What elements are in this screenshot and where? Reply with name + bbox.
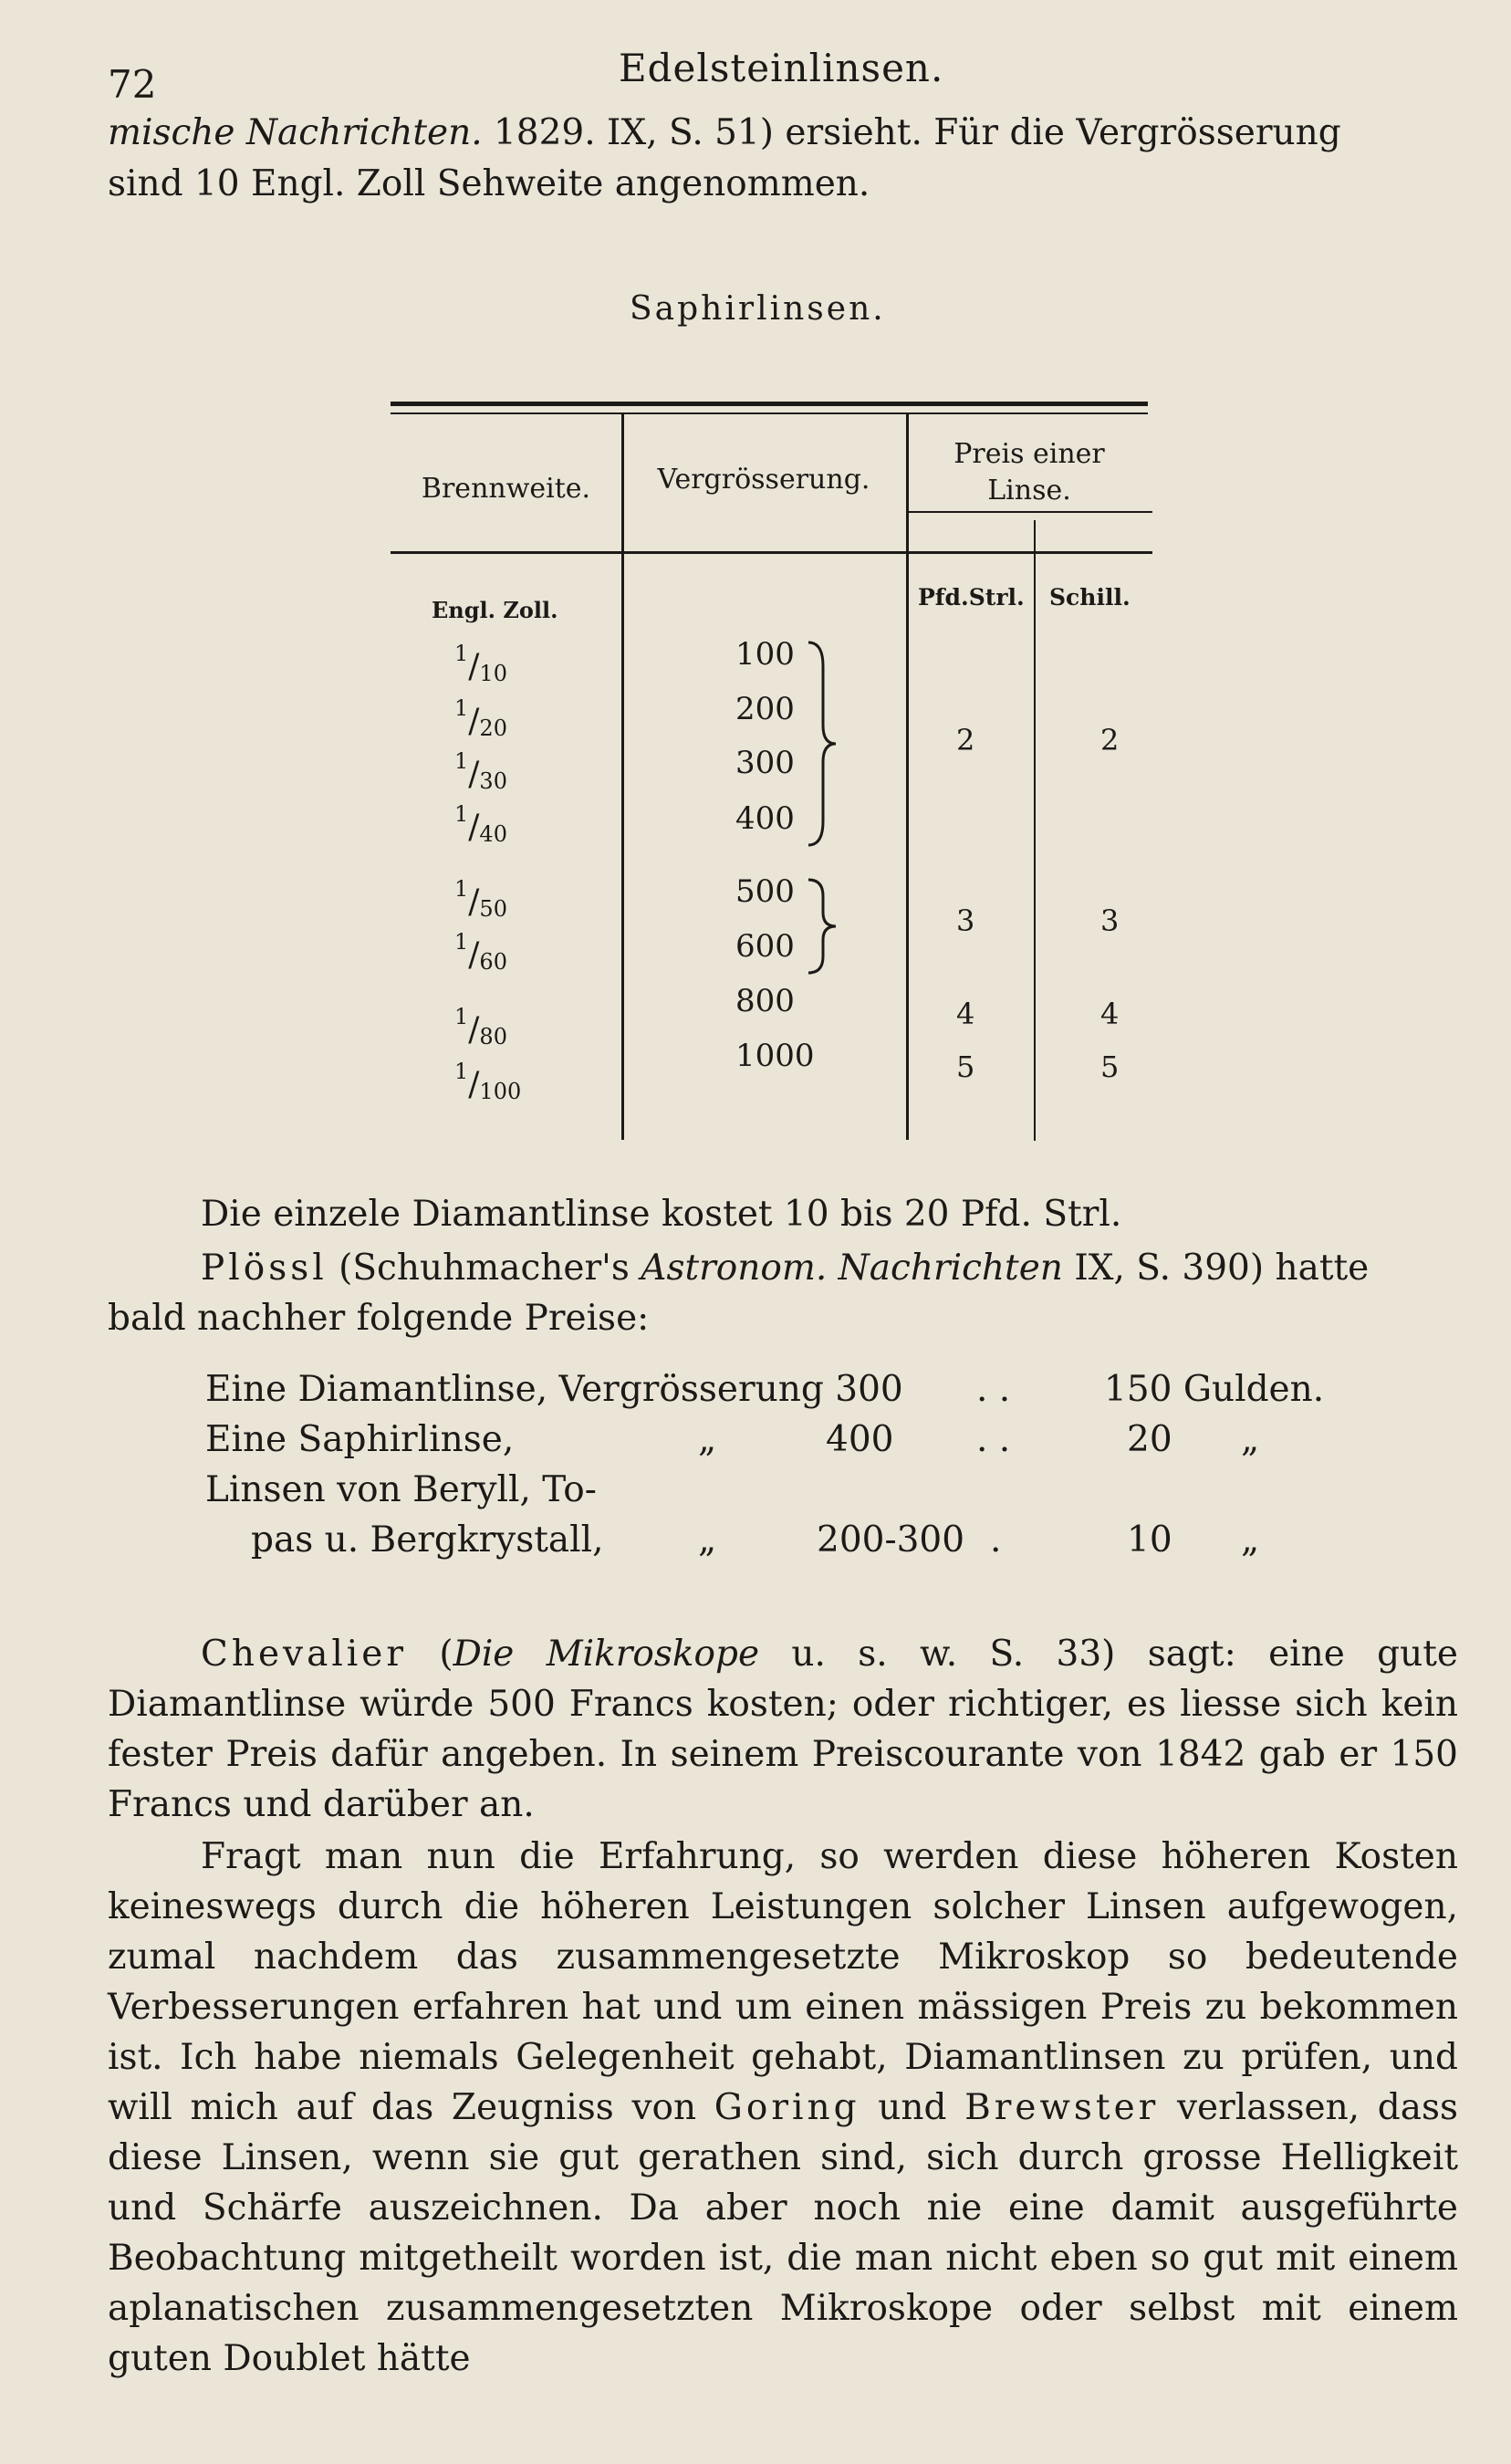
header-magnification: Vergrösserung. <box>657 464 870 496</box>
column-divider-3 <box>1034 520 1036 1141</box>
header-price-line2: Linse. <box>987 475 1071 506</box>
focal-row-5: $^1/_{50}$ <box>454 876 507 922</box>
ploessl-paragraph <box>108 1243 1458 1343</box>
price-pfd: 2 <box>956 723 975 757</box>
price-item: Eine Saphirlinse, <box>205 1419 515 1460</box>
intro-paragraph <box>108 108 1449 210</box>
header-pfd-strl: Pfd.Strl. <box>918 584 1025 611</box>
price-item: Linsen von Beryll, To- <box>205 1469 597 1510</box>
magnification-value: 300 <box>735 745 795 781</box>
book-title: Die Mikroskope <box>453 1634 760 1675</box>
focal-row-7: $^1/_{80}$ <box>454 1004 507 1049</box>
header-focal-length: Brennweite. <box>421 473 591 505</box>
price-value: 20 <box>1127 1419 1172 1460</box>
price-subheader-rule <box>906 511 1152 513</box>
author-ploessl: Plössl <box>201 1248 328 1289</box>
leader-dots: . . <box>976 1419 1011 1460</box>
ditto-mark: „ <box>1241 1519 1260 1561</box>
column-divider-1 <box>621 414 624 1140</box>
focal-num: 1 <box>454 748 469 774</box>
focal-den: 100 <box>479 1079 522 1104</box>
focal-row-4: $^1/_{40}$ <box>454 801 507 847</box>
header-schill: Schill. <box>1049 584 1131 611</box>
table-header-rule <box>391 551 1152 554</box>
intro-line2: sind 10 Engl. Zoll Sehweite angenommen. <box>108 163 870 204</box>
focal-den: 30 <box>479 768 507 794</box>
running-head: Edelsteinlinsen. <box>619 46 944 90</box>
ditto-mark: „ <box>698 1419 717 1460</box>
price-value: 150 Gulden. <box>1104 1369 1325 1410</box>
focal-row-1: $^1/_{10}$ <box>454 641 507 686</box>
author-goring: Goring <box>714 2087 860 2128</box>
para2-line2: bald nachher folgende Preise: <box>108 1298 650 1339</box>
price-value: 10 <box>1127 1519 1172 1561</box>
para1-text: Die einzele Diamantlinse kostet 10 bis 20 Pfd. Strl. <box>201 1194 1122 1235</box>
sapphire-lens-table <box>391 383 1157 1141</box>
diamond-lens-paragraph <box>108 1189 1458 1239</box>
price-magnification: 400 <box>826 1419 894 1460</box>
column-divider-2 <box>906 414 909 1140</box>
table-top-rule-thin <box>391 412 1148 414</box>
page-header <box>108 46 1449 107</box>
leader-dots: . <box>990 1519 1002 1561</box>
para3-part1: ( <box>407 1634 453 1675</box>
magnification-value: 1000 <box>735 1038 815 1074</box>
magnification-value: 100 <box>735 636 795 673</box>
price-item: pas u. Bergkrystall, <box>251 1519 604 1561</box>
magnification-value: 800 <box>735 983 795 1019</box>
page-number: 72 <box>108 62 157 107</box>
price-schill: 3 <box>1100 903 1120 938</box>
price-list-row <box>205 1519 1464 1570</box>
para3-part2: u. s. w. S. 33) sagt: eine gute Diamantlinse würde 500 Francs kosten; oder richtiger, es liesse sich kein fester Preis dafür angeben. In seinem Preiscourante von 1842 gab er 150 Francs und darüber an. <box>108 1634 1458 1825</box>
leader-dots: . . <box>976 1369 1011 1410</box>
price-schill: 2 <box>1100 723 1120 757</box>
focal-num: 1 <box>454 876 469 902</box>
focal-num: 1 <box>454 1004 469 1029</box>
price-pfd: 3 <box>956 903 975 938</box>
price-schill: 5 <box>1100 1049 1120 1084</box>
brace-group-1 <box>803 639 839 849</box>
focal-den: 40 <box>479 821 507 847</box>
header-price-line1: Preis einer <box>953 438 1105 470</box>
focal-num: 1 <box>454 695 469 721</box>
header-price <box>906 436 1152 509</box>
header-unit: Engl. Zoll. <box>432 597 558 623</box>
brace-group-2 <box>803 876 839 976</box>
focal-den: 10 <box>479 661 507 686</box>
para4-mid: und <box>860 2087 965 2128</box>
price-list-row <box>205 1369 1464 1419</box>
para2-part2: IX, S. 390) hatte <box>1062 1248 1370 1289</box>
journal-title: mische Nachrichten. <box>108 112 483 153</box>
focal-den: 50 <box>479 896 507 922</box>
focal-den: 80 <box>479 1024 507 1049</box>
focal-row-2: $^1/_{20}$ <box>454 695 507 741</box>
para2-part1: (Schuhmacher's <box>327 1248 641 1289</box>
focal-num: 1 <box>454 641 469 666</box>
author-brewster: Brewster <box>964 2087 1160 2128</box>
para4-part1: Fragt man nun die Erfahrung, so werden diese höheren Kosten keineswegs durch die höheren Leistungen solcher Linsen aufgewogen, zumal nachdem das zusammengesetzte Mikroskop so bedeutende Verbesserungen erfahren hat und um einen mässigen Preis zu bekommen ist. Ich habe niemals Gelegenheit gehabt, Diamantlinsen zu prüfen, und will mich auf das Zeugniss von <box>108 1836 1458 2128</box>
focal-den: 60 <box>479 949 507 975</box>
ditto-mark: „ <box>1241 1419 1260 1460</box>
price-pfd: 5 <box>956 1049 975 1084</box>
magnification-value: 400 <box>735 800 795 837</box>
experience-paragraph <box>108 1832 1458 2384</box>
magnification-value: 600 <box>735 928 795 965</box>
focal-den: 20 <box>479 715 507 741</box>
price-list-row <box>205 1469 1464 1519</box>
focal-row-8: $^1/_{100}$ <box>454 1059 522 1104</box>
price-schill: 4 <box>1100 997 1120 1031</box>
magnification-value: 500 <box>735 873 795 910</box>
chevalier-paragraph <box>108 1629 1458 1830</box>
focal-num: 1 <box>454 801 469 827</box>
magnification-value: 200 <box>735 691 795 727</box>
price-magnification: 200-300 <box>817 1519 965 1561</box>
journal-title: Astronom. Nachrichten <box>641 1248 1063 1289</box>
author-chevalier: Chevalier <box>201 1634 407 1675</box>
price-list-row <box>205 1419 1464 1469</box>
table-title: Saphirlinsen. <box>630 290 886 328</box>
focal-num: 1 <box>454 1059 469 1084</box>
focal-row-6: $^1/_{60}$ <box>454 929 507 975</box>
price-pfd: 4 <box>956 997 975 1031</box>
table-top-rule <box>391 402 1148 406</box>
focal-num: 1 <box>454 929 469 955</box>
intro-line1: 1829. IX, S. 51) ersieht. Für die Vergrösserung <box>482 112 1341 153</box>
ditto-mark: „ <box>698 1519 717 1561</box>
price-item: Eine Diamantlinse, Vergrösserung 300 <box>205 1369 903 1410</box>
focal-row-3: $^1/_{30}$ <box>454 748 507 794</box>
para4-part2: verlassen, dass diese Linsen, wenn sie gut gerathen sind, sich durch grosse Helligkeit und Schärfe auszeichnen. Da aber noch nie eine damit ausgeführte Beobachtung mitgetheilt worden ist, die man nicht eben so gut mit einem aplanatischen zusammengesetzten Mikroskope oder selbst mit einem guten Doublet hätte <box>108 2087 1458 2379</box>
